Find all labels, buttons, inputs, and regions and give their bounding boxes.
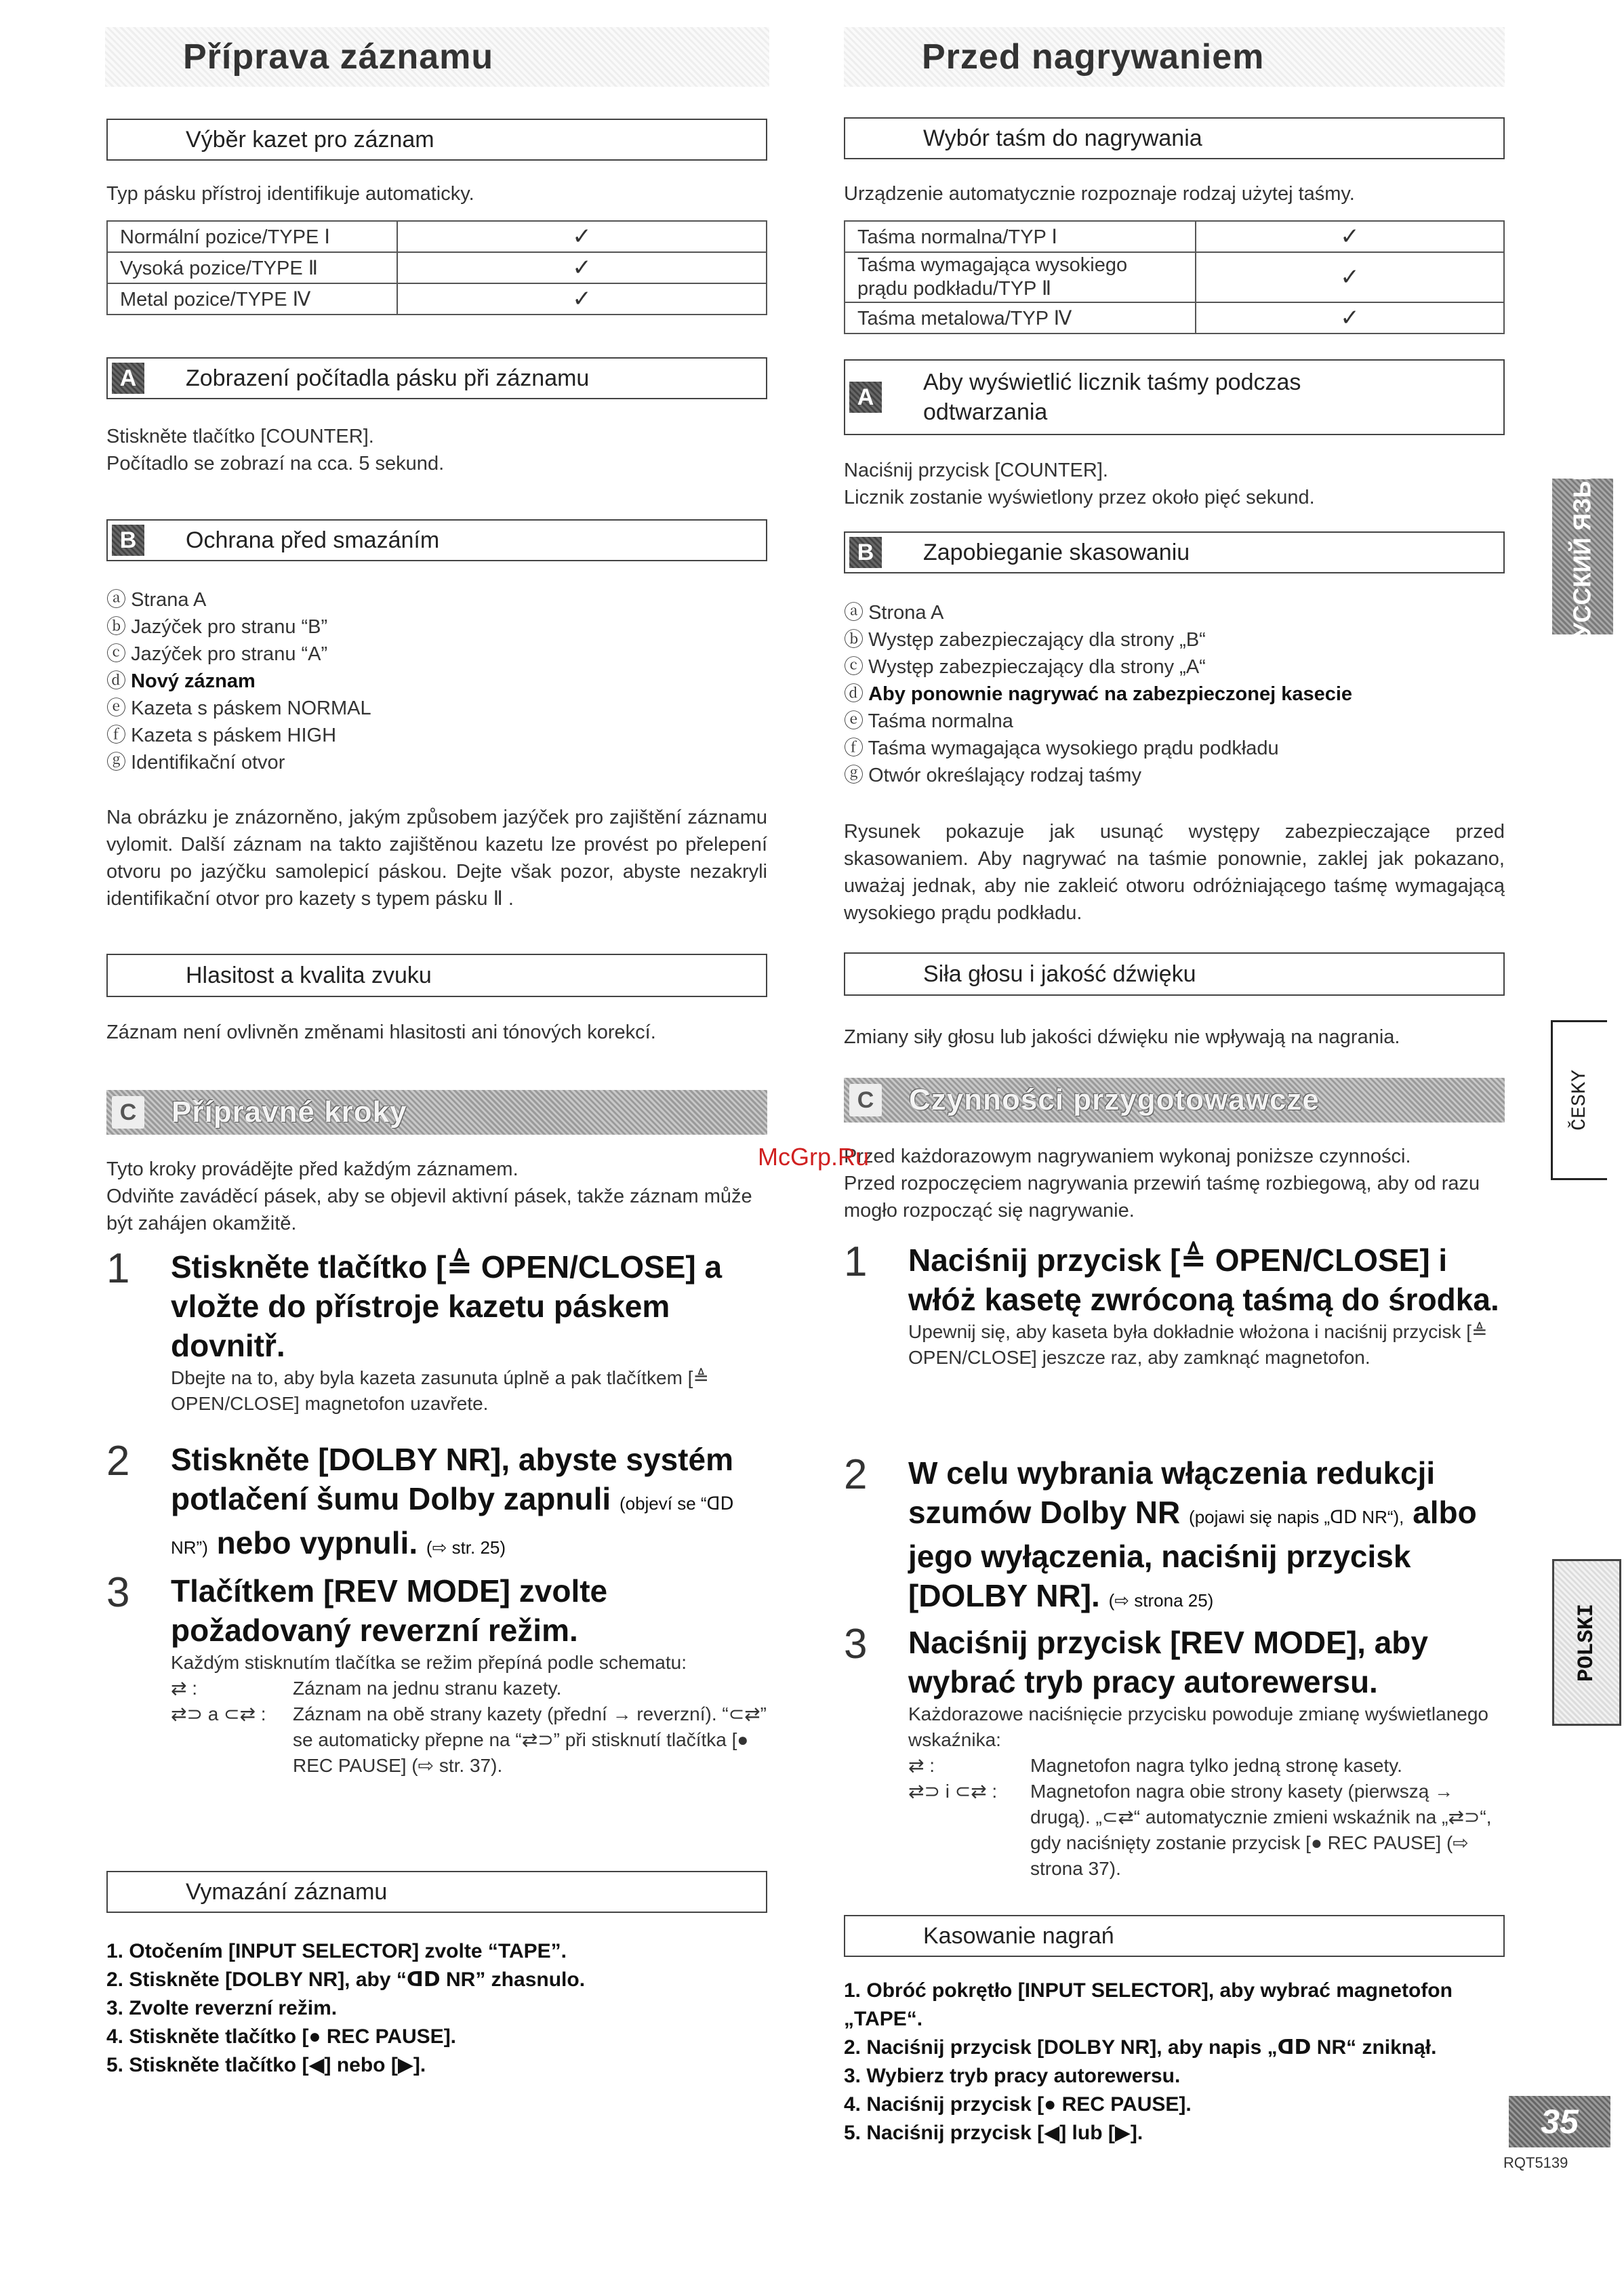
- check-icon: ✓: [397, 252, 767, 283]
- section-header-erase-protection: B Ochrana před smazáním: [106, 519, 767, 561]
- section-header-erase-protection-pl: B Zapobieganie skasowaniu: [844, 531, 1505, 573]
- list-item: 4. Naciśnij przycisk [● REC PAUSE].: [844, 2093, 1192, 2116]
- protection-legend-list: [106, 586, 767, 776]
- preparation-text-2: Odviňte zaváděcí pásek, aby se objevil aktivní pásek, takže záznam může být zahájen okamžitě.: [106, 1186, 752, 1234]
- list-item: ⓕ Taśma wymagająca wysokiego prądu podkładu: [844, 738, 1279, 759]
- step-heading: Naciśnij przycisk [REV MODE], aby wybrać tryb pracy autorewersu.: [908, 1625, 1428, 1699]
- tape-type-table-pl: [844, 220, 1505, 334]
- step-number: 2: [106, 1438, 130, 1484]
- list-item: ⇄⊃ a ⊂⇄ : Záznam na obě strany kazety (přední → reverzní). “⊂⇄” se automaticky přepne na “⇄⊃” při stisknutí tlačítka [● REC PAUSE] (⇨ str. 37).: [171, 1703, 767, 1776]
- preparation-text-2-pl: Przed rozpoczęciem nagrywania przewiń taśmę rozbiegową, aby od razu mogło rozpocząć się nagrywanie.: [844, 1173, 1480, 1221]
- page-number: 35: [1509, 2096, 1610, 2147]
- step-note: Każdorazowe naciśnięcie przycisku powoduje zmianę wyświetlanego wskaźnika:: [908, 1703, 1488, 1750]
- list-item: 4. Stiskněte tlačítko [● REC PAUSE].: [106, 2025, 457, 2048]
- list-item: 2. Naciśnij przycisk [DOLBY NR], aby napis „ᗡᗞ NR“ zniknął.: [844, 2036, 1437, 2059]
- section-badge-b: B: [112, 525, 144, 556]
- list-item: ⓔ Taśma normalna: [844, 710, 1013, 732]
- language-tab-russian: РУССКИЙ ЯЗЫК: [1552, 479, 1613, 634]
- step-1: [106, 1247, 767, 1417]
- table-row: Taśma wymagająca wysokiego prądu podkładu/TYP Ⅱ ✓: [845, 252, 1504, 302]
- preparation-text-1: Tyto kroky provádějte před každým záznamem.: [106, 1158, 519, 1180]
- tape-intro-text-pl: Urządzenie automatycznie rozpoznaje rodzaj użytej taśmy.: [844, 183, 1355, 205]
- watermark: McGrp.Ru: [758, 1143, 870, 1171]
- list-item: ⓐ Strona A: [844, 602, 944, 624]
- section-badge-a: A: [112, 363, 144, 394]
- protection-paragraph-pl: Rysunek pokazuje jak usunąć występy zabezpieczające przed skasowaniem. Aby nagrywać na taśmie ponownie, zaklej jak pokazano, uważaj jednak, aby nie zakleić otworu odróżniającego taśmę wymagającą wysokiego prądu podkładu.: [844, 821, 1505, 924]
- step-number: 2: [844, 1451, 868, 1498]
- step-number: 1: [844, 1238, 868, 1285]
- step-heading: Tlačítkem [REV MODE] zvolte požadovaný reverzní režim.: [171, 1573, 608, 1648]
- list-item: ⇄⊃ i ⊂⇄ : Magnetofon nagra obie strony kasety (pierwszą → drugą). „⊂⇄“ automatycznie zmieni wskaźnik na „⇄⊃“, gdy naciśnięty zostanie przycisk [● REC PAUSE] (⇨ strona 37).: [908, 1781, 1492, 1879]
- step-heading: W celu wybrania włączenia redukcji szumów Dolby NR (pojawi się napis „ᗡᗞ NR“), albo jego wyłączenia, naciśnij przycisk [DOLBY NR]. (⇨ strona 25): [908, 1455, 1477, 1613]
- section-badge-c: C: [849, 1084, 882, 1116]
- step-1-pl: [844, 1240, 1505, 1371]
- tape-intro-text: Typ pásku přístroj identifikuje automaticky.: [106, 183, 474, 205]
- list-item: ⓖ Otwór określający rodzaj taśmy: [844, 765, 1141, 786]
- language-tab-czech: ČESKY: [1551, 1020, 1607, 1180]
- table-row: Vysoká pozice/TYPE Ⅱ ✓: [107, 252, 767, 283]
- list-item: ⇄ : Záznam na jednu stranu kazety.: [171, 1678, 562, 1699]
- section-header-preparation-pl: C Czynności przygotowawcze: [844, 1078, 1505, 1123]
- list-item: 3. Wybierz tryb pracy autorewersu.: [844, 2065, 1181, 2087]
- section-header-erase-pl: Kasowanie nagrań: [844, 1915, 1505, 1957]
- table-row: Taśma metalowa/TYP Ⅳ ✓: [845, 302, 1504, 334]
- list-item: ⓕ Kazeta s páskem HIGH: [106, 725, 337, 746]
- step-heading: Stiskněte tlačítko [≜ OPEN/CLOSE] a vložte do přístroje kazetu páskem dovnitř.: [171, 1249, 723, 1363]
- check-icon: ✓: [397, 283, 767, 315]
- list-item: 2. Stiskněte [DOLBY NR], aby “ᗡᗞ NR” zhasnulo.: [106, 1968, 586, 1991]
- table-row: Metal pozice/TYPE Ⅳ ✓: [107, 283, 767, 315]
- language-tab-polish: POLSKI: [1552, 1559, 1621, 1726]
- list-item: ⓓ Aby ponownie nagrywać na zabezpieczonej kasecie: [844, 683, 1353, 705]
- step-number: 3: [106, 1569, 130, 1616]
- preparation-text-1-pl: Przed każdorazowym nagrywaniem wykonaj poniższe czynności.: [844, 1146, 1411, 1167]
- list-item: ⓐ Strana A: [106, 589, 207, 611]
- section-header-erase: Vymazání záznamu: [106, 1871, 767, 1913]
- step-3-pl: [844, 1623, 1505, 1882]
- list-item: ⇄ : Magnetofon nagra tylko jedną stronę kasety.: [908, 1755, 1402, 1776]
- list-item: ⓒ Występ zabezpieczający dla strony „A“: [844, 656, 1206, 678]
- list-item: ⓖ Identifikační otvor: [106, 752, 285, 773]
- list-item: ⓔ Kazeta s páskem NORMAL: [106, 698, 371, 719]
- section-badge-b: B: [849, 537, 882, 568]
- table-row: Taśma normalna/TYP Ⅰ ✓: [845, 221, 1504, 252]
- rev-mode-list: [908, 1753, 1505, 1882]
- step-heading: Stiskněte [DOLBY NR], abyste systém potlačení šumu Dolby zapnuli (objeví se “ᗡᗞ NR”) nebo vypnuli. (⇨ str. 25): [171, 1442, 734, 1560]
- section-badge-c: C: [112, 1096, 144, 1129]
- step-note: Dbejte na to, aby byla kazeta zasunuta úplně a pak tlačítkem [≜ OPEN/CLOSE] magnetofon uzavřete.: [171, 1367, 709, 1414]
- page-code: RQT5139: [1503, 2154, 1568, 2171]
- volume-text: Záznam není ovlivněn změnami hlasitosti ani tónových korekcí.: [106, 1022, 656, 1043]
- list-item: 1. Obróć pokrętło [INPUT SELECTOR], aby wybrać magnetofon „TAPE“.: [844, 1979, 1453, 2030]
- list-item: ⓑ Jazýček pro stranu “B”: [106, 616, 328, 638]
- protection-legend-list-pl: [844, 599, 1505, 789]
- section-badge-a: A: [849, 382, 882, 413]
- list-item: ⓑ Występ zabezpieczający dla strony „B“: [844, 629, 1206, 651]
- counter-text-1: Stiskněte tlačítko [COUNTER].: [106, 426, 374, 447]
- list-item: ⓒ Jazýček pro stranu “A”: [106, 643, 328, 665]
- list-item: 5. Stiskněte tlačítko [◀] nebo [▶].: [106, 2054, 426, 2076]
- check-icon: ✓: [1196, 252, 1504, 302]
- step-number: 1: [106, 1245, 130, 1292]
- section-header-volume-pl: Siła głosu i jakość dźwięku: [844, 952, 1505, 996]
- check-icon: ✓: [1196, 221, 1504, 252]
- table-row: Normální pozice/TYPE Ⅰ ✓: [107, 221, 767, 252]
- list-item: 1. Otočením [INPUT SELECTOR] zvolte “TAPE”.: [106, 1940, 567, 1962]
- check-icon: ✓: [397, 221, 767, 252]
- counter-text-2-pl: Licznik zostanie wyświetlony przez około pięć sekund.: [844, 487, 1315, 508]
- step-2-pl: [844, 1453, 1505, 1620]
- counter-text-1-pl: Naciśnij przycisk [COUNTER].: [844, 460, 1108, 481]
- step-heading: Naciśnij przycisk [≜ OPEN/CLOSE] i włóż kasetę zwróconą taśmą do środka.: [908, 1242, 1499, 1317]
- list-item: ⓓ Nový záznam: [106, 670, 256, 692]
- page-title-polish: Przed nagrywaniem: [844, 27, 1505, 87]
- section-header-tape-selection: Výběr kazet pro záznam: [106, 119, 767, 161]
- step-note: Upewnij się, aby kaseta była dokładnie włożona i naciśnij przycisk [≜ OPEN/CLOSE] jeszcze raz, aby zamknąć magnetofon.: [908, 1321, 1488, 1368]
- section-header-counter: A Zobrazení počítadla pásku při záznamu: [106, 357, 767, 399]
- section-header-preparation: C Přípravné kroky: [106, 1090, 767, 1135]
- step-number: 3: [844, 1621, 868, 1668]
- step-2: [106, 1440, 767, 1567]
- list-item: 5. Naciśnij przycisk [◀] lub [▶].: [844, 2122, 1143, 2144]
- erase-steps-list-pl: [844, 1977, 1505, 2147]
- step-note: Každým stisknutím tlačítka se režim přepíná podle schematu:: [171, 1652, 687, 1673]
- rev-mode-list: [171, 1676, 767, 1779]
- section-header-volume: Hlasitost a kvalita zvuku: [106, 954, 767, 997]
- section-header-tape-selection-pl: Wybór taśm do nagrywania: [844, 117, 1505, 159]
- section-header-counter-pl: A Aby wyświetlić licznik taśmy podczas odtwarzania: [844, 359, 1505, 435]
- list-item: 3. Zvolte reverzní režim.: [106, 1997, 338, 2019]
- tape-type-table: [106, 220, 767, 315]
- step-3: [106, 1571, 767, 1779]
- page-title-czech: Příprava záznamu: [105, 27, 769, 87]
- protection-paragraph: Na obrázku je znázorněno, jakým způsobem jazýček pro zajištění záznamu vylomit. Další záznam na takto zajištěnou kazetu lze provést po přelepení otvoru po jazýčku samolepicí páskou. Dejte však pozor, abyste nezakryli identifikační otvor pro kazety s typem pásku Ⅱ .: [106, 807, 767, 910]
- erase-steps-list: [106, 1937, 767, 2080]
- counter-text-2: Počítadlo se zobrazí na cca. 5 sekund.: [106, 453, 445, 474]
- check-icon: ✓: [1196, 302, 1504, 334]
- volume-text-pl: Zmiany siły głosu lub jakości dźwięku nie wpływają na nagrania.: [844, 1026, 1400, 1048]
